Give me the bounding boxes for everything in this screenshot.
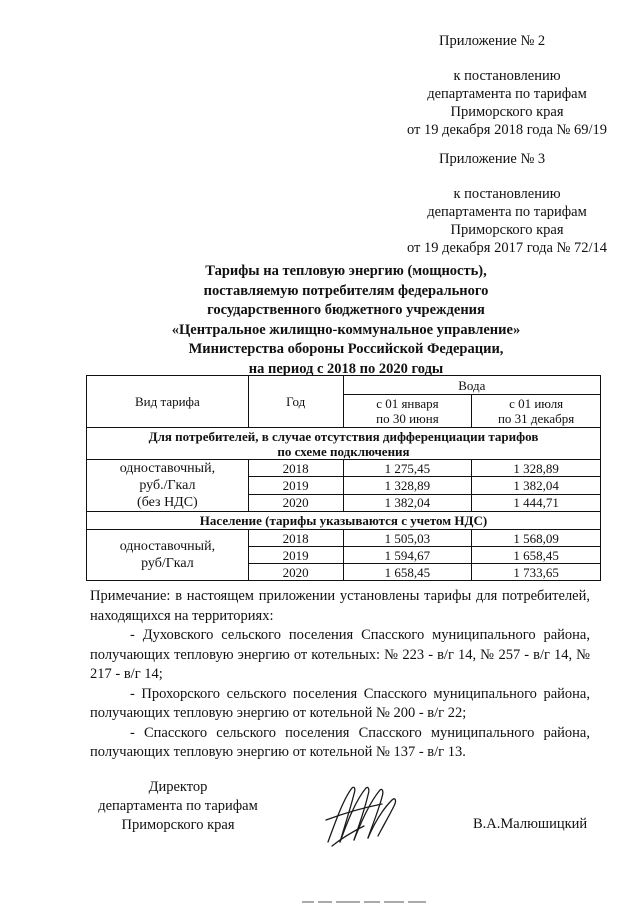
table-row <box>87 460 601 477</box>
appendix-3-title: Приложение № 3 <box>439 151 546 167</box>
section-general-consumers: Для потребителей, в случае отсутствия дифференциации тарифов по схеме подключения <box>87 428 601 460</box>
value-cell: 1 658,45 <box>472 547 601 564</box>
value-cell: 1 275,45 <box>343 460 472 477</box>
appendix-3-reference: к постановлению департамента по тарифам Приморского края от 19 декабря 2017 года № 72/14 <box>406 186 608 256</box>
note-intro: Примечание: в настоящем приложении установлены тарифы для потребителей, находящихся на территориях: <box>90 588 590 624</box>
section-population: Население (тарифы указываются с учетом НДС) <box>87 512 601 530</box>
document-title: Тарифы на тепловую энергию (мощность), поставляемую потребителям федерального государственного бюджетного учреждения «Центральное жилищно-коммунальное управление» Министерства обороны Российской Федерации, на период с 2018 по 2020 годы <box>171 263 521 377</box>
value-cell: 1 382,04 <box>472 477 601 494</box>
header-period-1: с 01 января по 30 июня <box>343 395 472 428</box>
value-cell: 1 505,03 <box>343 530 472 547</box>
scan-artifact-strip <box>300 899 430 905</box>
year-cell: 2019 <box>248 477 343 494</box>
value-cell: 1 658,45 <box>343 564 472 581</box>
tariff-type-cell: одноставочный, руб/Гкал <box>87 530 249 581</box>
table-row <box>87 530 601 547</box>
tariff-table <box>86 375 601 581</box>
year-cell: 2019 <box>248 547 343 564</box>
handwritten-signature <box>322 780 402 850</box>
note-item: - Духовского сельского поселения Спасского муниципального района, получающих тепловую энергию от котельных: № 223 - в/г 14, № 257 - в/г 14, № 217 - в/г 14; <box>90 627 590 682</box>
year-cell: 2020 <box>248 564 343 581</box>
year-cell: 2020 <box>248 494 343 511</box>
value-cell: 1 568,09 <box>472 530 601 547</box>
header-tariff-type: Вид тарифа <box>87 376 249 428</box>
appendix-2-title: Приложение № 2 <box>439 33 546 49</box>
value-cell: 1 733,65 <box>472 564 601 581</box>
tariff-type-cell: одноставочный, руб./Гкал (без НДС) <box>87 460 249 512</box>
appendix-2-reference: к постановлению департамента по тарифам Приморского края от 19 декабря 2018 года № 69/19 <box>406 68 608 138</box>
year-cell: 2018 <box>248 530 343 547</box>
note-item: - Прохорского сельского поселения Спасского муниципального района, получающих тепловую энергию от котельной № 200 - в/г 22; <box>90 685 590 721</box>
header-period-2: с 01 июля по 31 декабря <box>472 395 601 428</box>
header-year: Год <box>248 376 343 428</box>
header-water: Вода <box>343 376 600 395</box>
note-item: - Спасского сельского поселения Спасского муниципального района, получающих тепловую энергию от котельной № 137 - в/г 13. <box>90 724 590 760</box>
note-block <box>90 587 590 763</box>
value-cell: 1 382,04 <box>343 494 472 511</box>
value-cell: 1 444,71 <box>472 494 601 511</box>
signatory-name: В.А.Малюшицкий <box>473 816 588 832</box>
year-cell: 2018 <box>248 460 343 477</box>
value-cell: 1 594,67 <box>343 547 472 564</box>
value-cell: 1 328,89 <box>472 460 601 477</box>
signatory-position: Директор департамента по тарифам Приморского края <box>98 779 258 833</box>
value-cell: 1 328,89 <box>343 477 472 494</box>
